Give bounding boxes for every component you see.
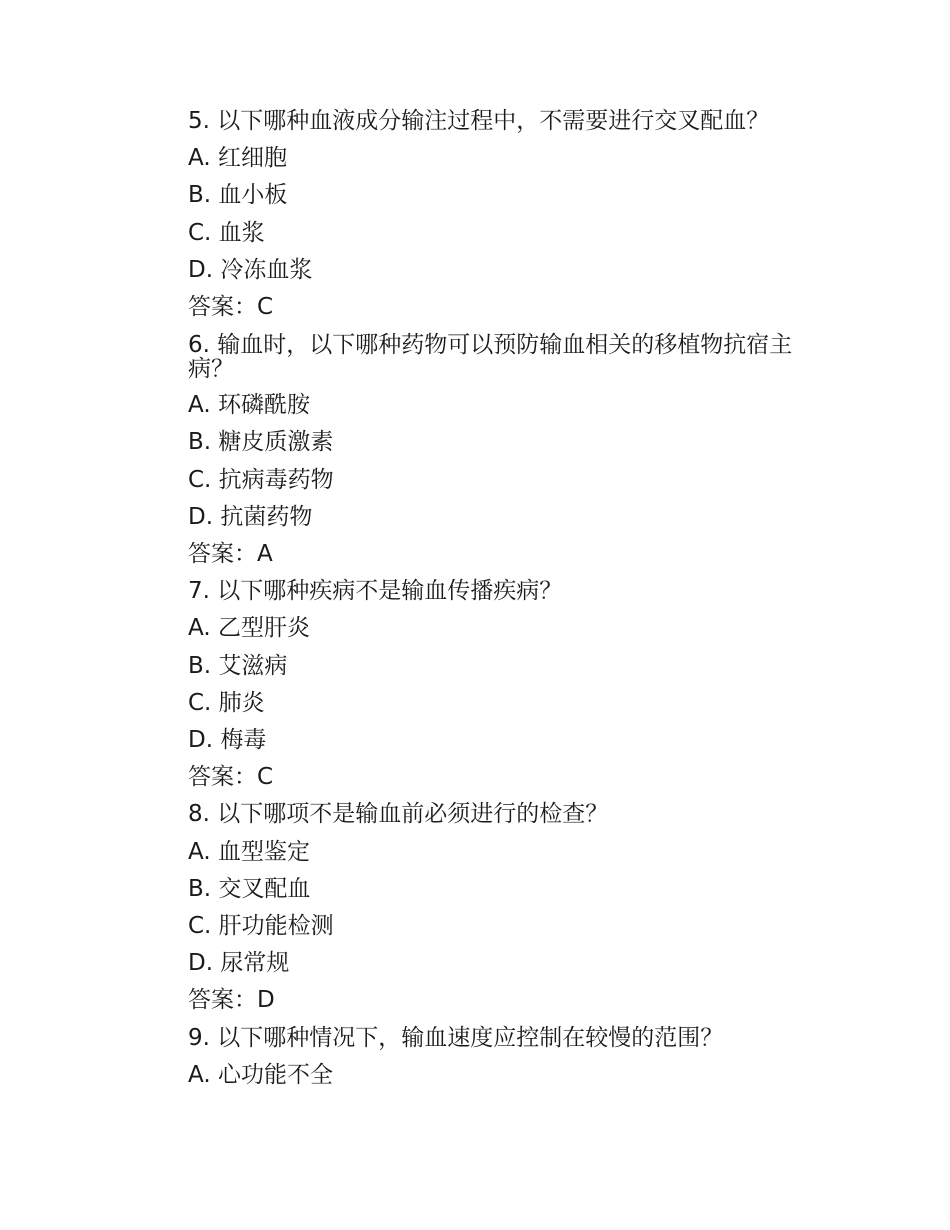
answer-text: 答案：A bbox=[188, 541, 273, 568]
option-b: B. 糖皮质激素 bbox=[188, 429, 334, 456]
question-prompt: 6. 输血时，以下哪种药物可以预防输血相关的移植物抗宿主病？ bbox=[188, 332, 793, 383]
option-b: B. 艾滋病 bbox=[188, 652, 288, 679]
option-a: A. 乙型肝炎 bbox=[188, 615, 310, 642]
option-c: C. 血浆 bbox=[188, 219, 265, 246]
option-a: A. 心功能不全 bbox=[188, 1061, 333, 1088]
answer-text: 答案：D bbox=[188, 987, 275, 1014]
question-prompt: 5. 以下哪种血液成分输注过程中，不需要进行交叉配血？ bbox=[188, 108, 770, 134]
option-a: A. 红细胞 bbox=[188, 145, 287, 172]
option-d: D. 尿常规 bbox=[188, 950, 290, 977]
option-d: D. 冷冻血浆 bbox=[188, 256, 313, 283]
option-c: C. 抗病毒药物 bbox=[188, 466, 334, 493]
option-a: A. 血型鉴定 bbox=[188, 838, 310, 865]
question-list bbox=[188, 103, 828, 1094]
option-d: D. 抗菌药物 bbox=[188, 503, 313, 530]
question-prompt: 9. 以下哪种情况下，输血速度应控制在较慢的范围？ bbox=[188, 1024, 724, 1051]
option-b: B. 血小板 bbox=[188, 182, 288, 209]
option-b: B. 交叉配血 bbox=[188, 875, 311, 902]
answer-text: 答案：C bbox=[188, 764, 274, 791]
question-prompt: 8. 以下哪项不是输血前必须进行的检查？ bbox=[188, 801, 609, 828]
question-prompt: 7. 以下哪种疾病不是输血传播疾病？ bbox=[188, 578, 563, 605]
option-a: A. 环磷酰胺 bbox=[188, 392, 310, 419]
answer-text: 答案：C bbox=[188, 294, 274, 321]
option-d: D. 梅毒 bbox=[188, 727, 267, 754]
option-c: C. 肝功能检测 bbox=[188, 913, 334, 940]
option-c: C. 肺炎 bbox=[188, 689, 265, 716]
